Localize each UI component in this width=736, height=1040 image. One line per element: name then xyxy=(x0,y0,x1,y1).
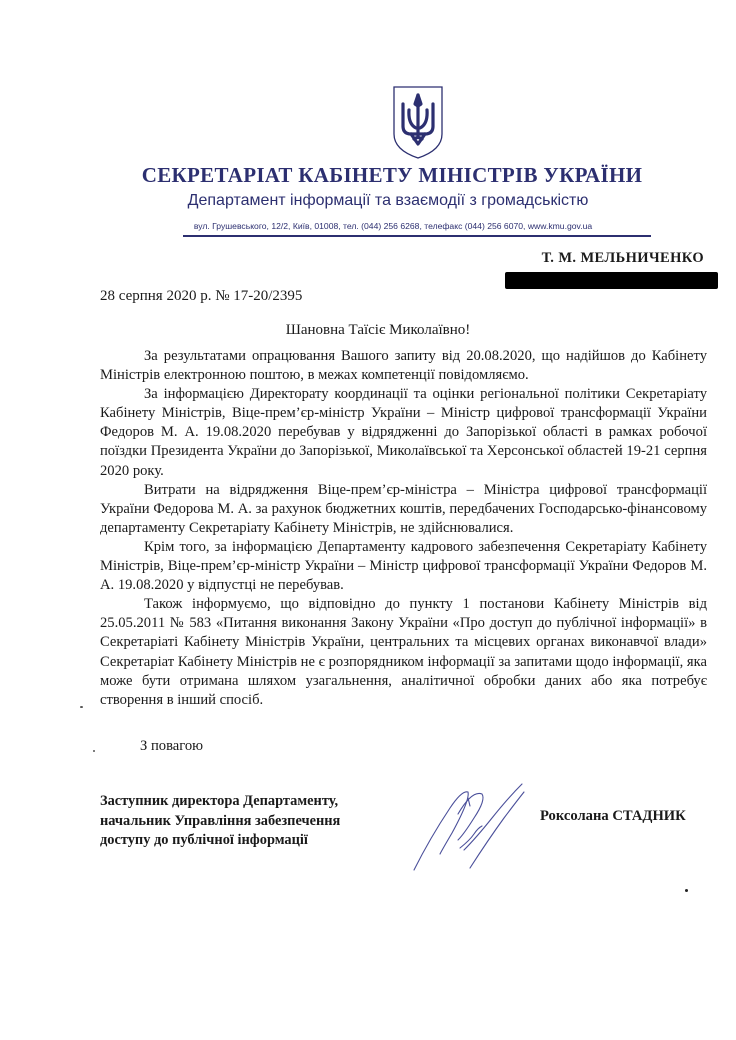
salutation: Шановна Таїсіє Миколаївно! xyxy=(285,322,471,338)
closing-phrase: З повагою xyxy=(140,738,204,754)
paragraph: Витрати на відрядження Віце-прем’єр-міністра – Міністра цифрової трансформації України Федорова М. А. за рахунок бюджетних коштів, передбачених Господарсько-фінансовому департаменту Секретаріату Кабінету Міністрів, не здійснювалися. xyxy=(100,481,707,536)
department-name: Департамент інформації та взаємодії з громадськістю xyxy=(187,192,589,209)
letterhead-divider xyxy=(183,235,651,237)
signer-position xyxy=(100,792,340,851)
organization-title: СЕКРЕТАРІАТ КАБІНЕТУ МІНІСТРІВ УКРАЇНИ xyxy=(141,163,643,187)
signer-name: Роксолана СТАДНИК xyxy=(540,808,686,824)
letter-body xyxy=(100,347,707,710)
recipient-name: Т. М. МЕЛЬНИЧЕНКО xyxy=(541,250,704,266)
signer-position-line: начальник Управління забезпечення xyxy=(100,812,341,829)
paragraph: За інформацією Директорату координації та оцінки регіональної політики Секретаріату Кабінету Міністрів, Віце-прем’єр-міністр України – Міністр цифрової трансформації України Федоров М. А. 19.08.2020 перебував у відрядженні до Запорізької області в рамках робочої поїздки Президента України до Запорізької, Миколаївської та Херсонської областей 19-21 серпня 2020 року. xyxy=(100,386,707,479)
redacted-recipient-contact xyxy=(505,272,718,289)
handwritten-signature-icon xyxy=(412,778,532,873)
signer-position-line: Заступник директора Департаменту, xyxy=(100,793,339,809)
paragraph: Крім того, за інформацією Департаменту кадрового забезпечення Секретаріату Кабінету Міністрів, Віце-прем’єр-міністр України – Міністр цифрової трансформації України Федоров М. А. 19.08.2020 у відпустці не перебував. xyxy=(100,538,707,594)
paragraph: Також інформуємо, що відповідно до пункту 1 постанови Кабінету Міністрів від 25.05.2011 № 583 «Питання виконання Закону України «Про доступ до публічної інформації» в Секретаріаті Кабінету Міністрів України, центральних та місцевих органах виконавчої влади» Секретаріат Кабінету Міністрів не є розпорядником інформації за запитами щодо інформації, яка може бути отримана шляхом узагальнення, аналітичної обробки даних або яка потребує створення в інший спосіб. xyxy=(100,596,707,708)
ukraine-trident-emblem-icon xyxy=(390,84,446,160)
scan-artifact xyxy=(685,889,688,892)
scan-artifact xyxy=(80,706,83,708)
signer-position-line: доступу до публічної інформації xyxy=(100,832,308,848)
date-and-reference-number: 28 серпня 2020 р. № 17-20/2395 xyxy=(100,288,303,304)
paragraph: За результатами опрацювання Вашого запиту від 20.08.2020, що надійшов до Кабінету Міністрів електронною поштою, в межах компетенції повідомляємо. xyxy=(100,348,707,384)
contact-address: вул. Грушевського, 12/2, Київ, 01008, тел. (044) 256 6268, телефакс (044) 256 6070, www.kmu.gov.ua xyxy=(193,221,593,231)
scan-artifact xyxy=(93,750,95,752)
